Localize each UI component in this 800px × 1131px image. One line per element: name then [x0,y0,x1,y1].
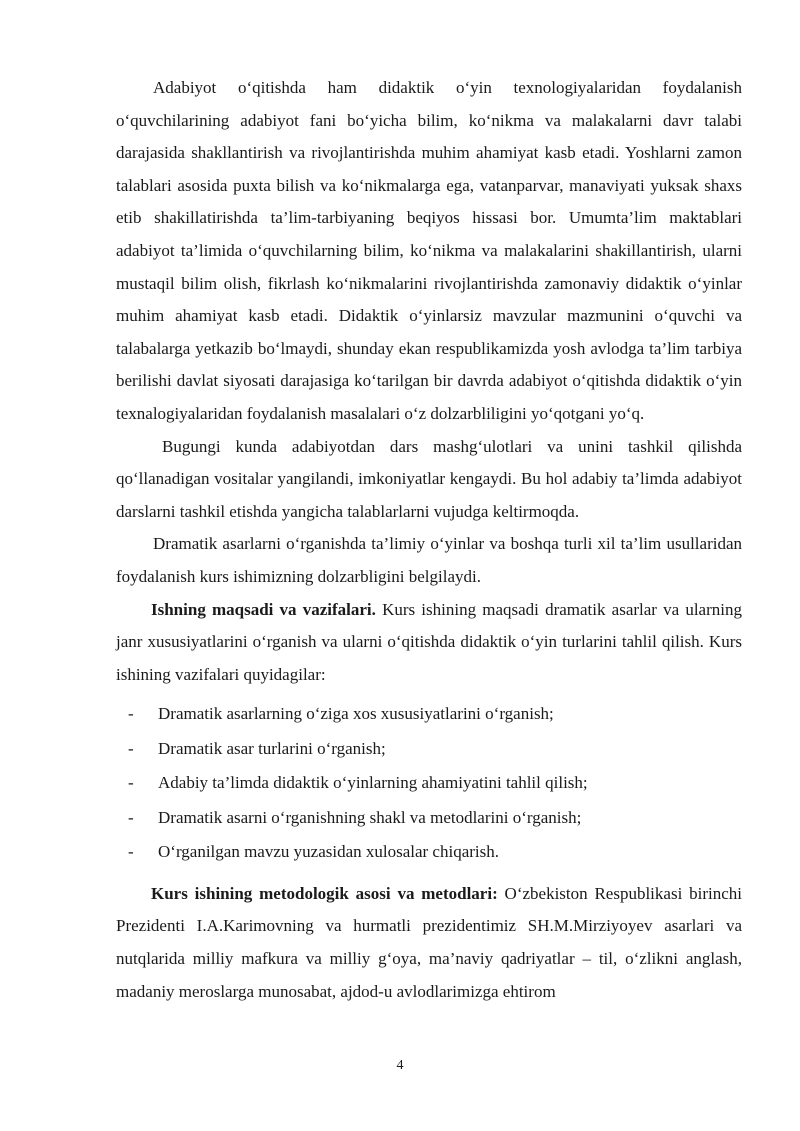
goals-text: Kurs ishining maqsadi dramatik asarlar va ularning janr xususiyatlarini o‘rganish va ularni o‘qitishda didaktik o‘yin turlarini tahlil qilish. Kurs ishining vazifalari quyidagilar: [116,599,742,684]
list-item [116,801,742,836]
list-dash: - [128,807,134,827]
list-item-text: O‘rganilgan mavzu yuzasidan xulosalar chiqarish. [158,842,499,862]
paragraph-intro: Adabiyot o‘qitishda ham didaktik o‘yin texnologiyalaridan foydalanish o‘quvchilarining adabiyot fani bo‘yicha bilim, ko‘nikma va malakalarni davr talabi darajasida shakllantirish va rivojlantirishda muhim ahamiyat kasb etadi. Yoshlarni zamon talablari asosida puxta bilish va ko‘nikmalarga ega, vatanparvar, manaviyati yuksak shaxs etib shakillatirishda ta’lim-tarbiyaning beqiyos hissasi bor. Umumta’lim maktablari adabiyot ta’limida o‘quvchilarning bilim, ko‘nikma va malakalarini shakillantirish, ularni mustaqil bilim olish, fikrlash ko‘nikmalarini rivojlantirishda zamonaviy didaktik o‘yinlar muhim ahamiyat kasb etadi. Didaktik o‘yinlarsiz mavzular mazmunini o‘quvchi va talabalarga yetkazib bo‘lmaydi, shunday ekan respublikamizda yosh avlodga ta’lim tarbiya berilishi davlat siyosati darajasiga ko‘tarilgan bir davrda adabiyot o‘qitishda didaktik o‘yin texnalogiyalaridan foydalanish masalalari o‘z dolzarbliligini yo‘qotgani yo‘q. [116,78,742,423]
list-item [116,732,742,767]
list-item-text: Dramatik asar turlarini o‘rganish; [158,738,386,758]
methodology-text: O‘zbekiston Respublikasi birinchi Prezidenti I.A.Karimovning va hurmatli prezidentimiz SH.M.Mirziyoyev asarlari va nutqlarida milliy mafkura va milliy g‘oya, ma’naviy qadriyatlar – til, o‘zlikni anglash, madaniy meroslarga munosabat, ajdod-u avlodlarimizga ehtirom [116,883,742,1001]
methodology-heading: Kurs ishining metodologik asosi va metodlari: [151,883,498,903]
list-dash: - [128,842,134,862]
page-body [116,72,742,1008]
page-number: 4 [396,1058,404,1073]
paragraph-goals [116,594,742,692]
list-item-text: Dramatik asarlarning o‘ziga xos xususiyatlarini o‘rganish; [158,704,554,724]
list-dash: - [128,738,134,758]
list-dash: - [128,773,134,793]
paragraph-methodology [116,878,742,1008]
tasks-list [116,697,742,870]
paragraph-relevance: Dramatik asarlarni o‘rganishda ta’limiy o‘yinlar va boshqa turli xil ta’lim usullaridan foydalanish kurs ishimizning dolzarbligini belgilaydi. [116,534,742,586]
list-item [116,766,742,801]
goals-heading: Ishning maqsadi va vazifalari. [151,599,376,619]
list-item [116,697,742,732]
paragraph-current-state: Bugungi kunda adabiyotdan dars mashg‘ulotlari va unini tashkil qilishda qo‘llanadigan vositalar yangilandi, imkoniyatlar kengaydi. Bu hol adabiy ta’limda adabiyot darslarni tashkil etishda yangicha talablarlarni vujudga keltirmoqda. [116,436,742,521]
list-item-text: Dramatik asarni o‘rganishning shakl va metodlarini o‘rganish; [158,807,582,827]
list-item-text: Adabiy ta’limda didaktik o‘yinlarning ahamiyatini tahlil qilish; [158,773,588,793]
list-dash: - [128,704,134,724]
list-item [116,835,742,870]
